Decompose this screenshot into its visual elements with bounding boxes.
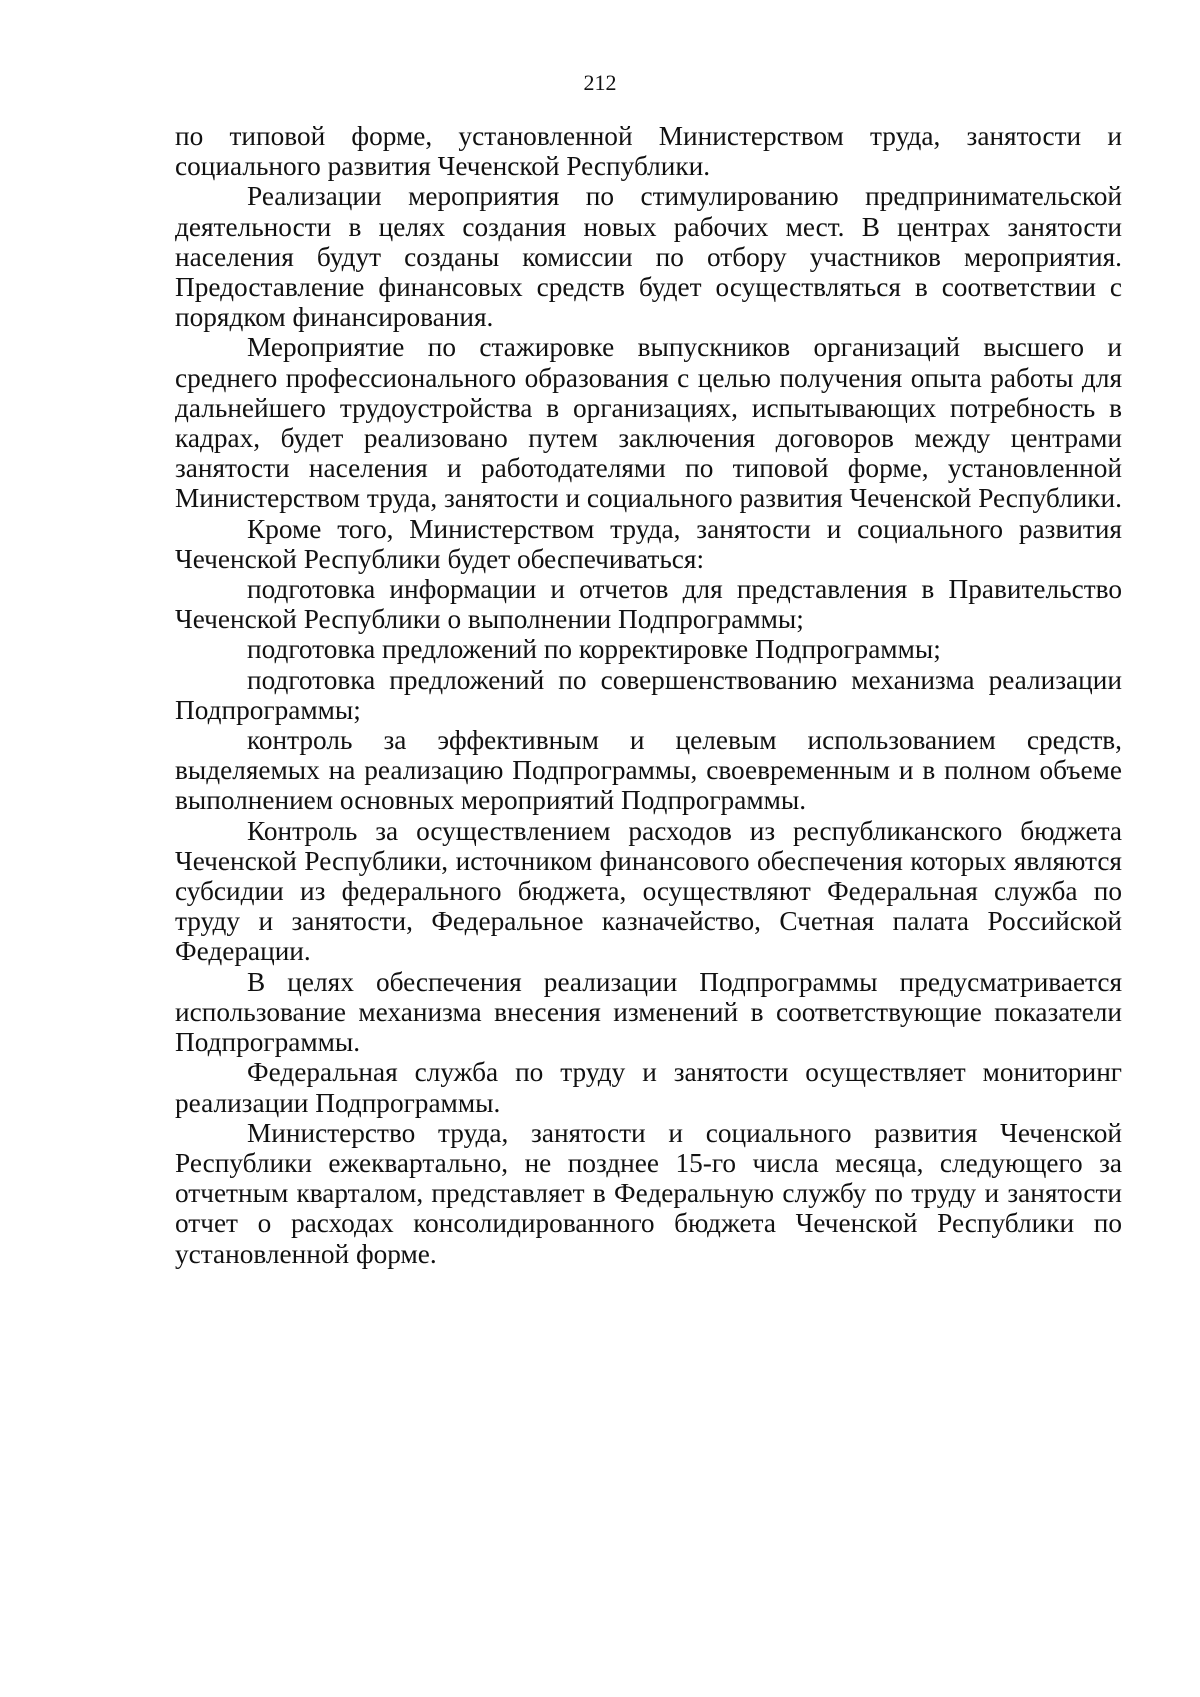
list-item: подготовка предложений по совершенствованию механизма реализации Подпрограммы;	[175, 664, 1122, 725]
paragraph: Мероприятие по стажировке выпускников организаций высшего и среднего профессионального образования с целью получения опыта работы для дальнейшего трудоустройства в организациях, испытывающих потребность в кадрах, будет реализовано путем заключения договоров между центрами занятости населения и работодателями по типовой форме, установленной Министерством труда, занятости и социального развития Чеченской Республики.	[175, 332, 1122, 514]
document-body	[175, 121, 1122, 1269]
paragraph: В целях обеспечения реализации Подпрограммы предусматривается использование механизма внесения изменений в соответствующие показатели Подпрограммы.	[175, 966, 1122, 1058]
page-number: 212	[583, 70, 617, 95]
paragraph: Министерство труда, занятости и социального развития Чеченской Республики ежеквартально, не позднее 15-го числа месяца, следующего за отчетным кварталом, представляет в Федеральную службу по труду и занятости отчет о расходах консолидированного бюджета Чеченской Республики по установленной форме.	[175, 1117, 1122, 1269]
paragraph: Контроль за осуществлением расходов из республиканского бюджета Чеченской Республики, источником финансового обеспечения которых являются субсидии из федерального бюджета, осуществляют Федеральная служба по труду и занятости, Федеральное казначейство, Счетная палата Российской Федерации.	[175, 815, 1122, 967]
list-item: подготовка информации и отчетов для представления в Правительство Чеченской Республики о выполнении Подпрограммы;	[175, 574, 1122, 635]
list-item: подготовка предложений по корректировке Подпрограммы;	[247, 634, 941, 665]
list-item: контроль за эффективным и целевым использованием средств, выделяемых на реализацию Подпрограммы, своевременным и в полном объеме выполнением основных мероприятий Подпрограммы.	[175, 725, 1122, 816]
paragraph: Федеральная служба по труду и занятости осуществляет мониторинг реализации Подпрограммы.	[175, 1057, 1122, 1118]
paragraph: по типовой форме, установленной Министерством труда, занятости и социального развития Чеченской Республики.	[175, 121, 1122, 182]
paragraph: Кроме того, Министерством труда, занятости и социального развития Чеченской Республики будет обеспечиваться:	[175, 513, 1122, 574]
paragraph: Реализации мероприятия по стимулированию предпринимательской деятельности в целях создания новых рабочих мест. В центрах занятости населения будут созданы комиссии по отбору участников мероприятия. Предоставление финансовых средств будет осуществляться в соответствии с порядком финансирования.	[175, 181, 1122, 333]
